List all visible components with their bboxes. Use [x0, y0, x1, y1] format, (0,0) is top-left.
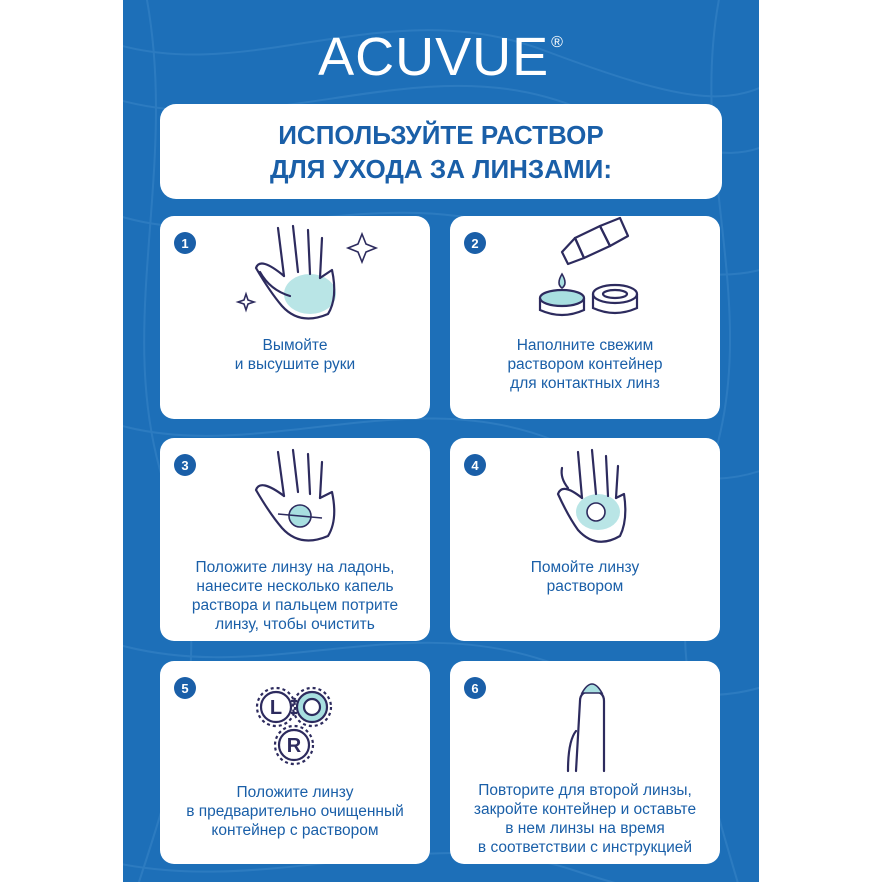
hands-sparkle-icon — [160, 216, 430, 336]
step-card-3 — [160, 438, 430, 641]
header-card — [160, 104, 722, 199]
step-number-badge: 5 — [174, 677, 196, 699]
step-card-6 — [450, 661, 720, 864]
step-number-badge: 6 — [464, 677, 486, 699]
step-caption: Наполните свежим раствором контейнер для контактных линз — [507, 337, 663, 392]
lens-case-lr-icon — [160, 661, 430, 781]
solution-bottle-case-icon — [450, 216, 720, 336]
lens-on-finger-icon — [450, 661, 720, 781]
case-label-left: L — [269, 697, 283, 719]
lens-on-palm-icon — [160, 438, 430, 558]
step-caption: Помойте линзу раствором — [530, 559, 640, 595]
poster — [123, 0, 759, 882]
case-label-right: R — [286, 735, 302, 757]
step-number-badge: 1 — [174, 232, 196, 254]
brand-logo: ACUVUE ® — [318, 27, 564, 87]
step-number-badge: 2 — [464, 232, 486, 254]
step-caption: Положите линзу на ладонь, нанесите несколько капель раствора и пальцем потрите линзу, чтобы очистить — [191, 559, 399, 633]
rinse-lens-icon — [450, 438, 720, 558]
step-caption: Положите линзу в предварительно очищенный контейнер с раствором — [186, 784, 404, 839]
step-card-5 — [160, 661, 430, 864]
header-line-2: ДЛЯ УХОДА ЗА ЛИНЗАМИ: — [270, 153, 612, 184]
header-line-1: ИСПОЛЬЗУЙТЕ РАСТВОР — [278, 119, 604, 150]
step-number-badge: 3 — [174, 454, 196, 476]
step-number-badge: 4 — [464, 454, 486, 476]
step-card-2 — [450, 216, 720, 419]
step-caption: Повторите для второй линзы, закройте контейнер и оставьте в нем линзы на время в соответствии с инструкцией — [473, 782, 697, 856]
step-card-1 — [160, 216, 430, 419]
step-caption: Вымойте и высушите руки — [234, 337, 356, 373]
step-card-4 — [450, 438, 720, 641]
